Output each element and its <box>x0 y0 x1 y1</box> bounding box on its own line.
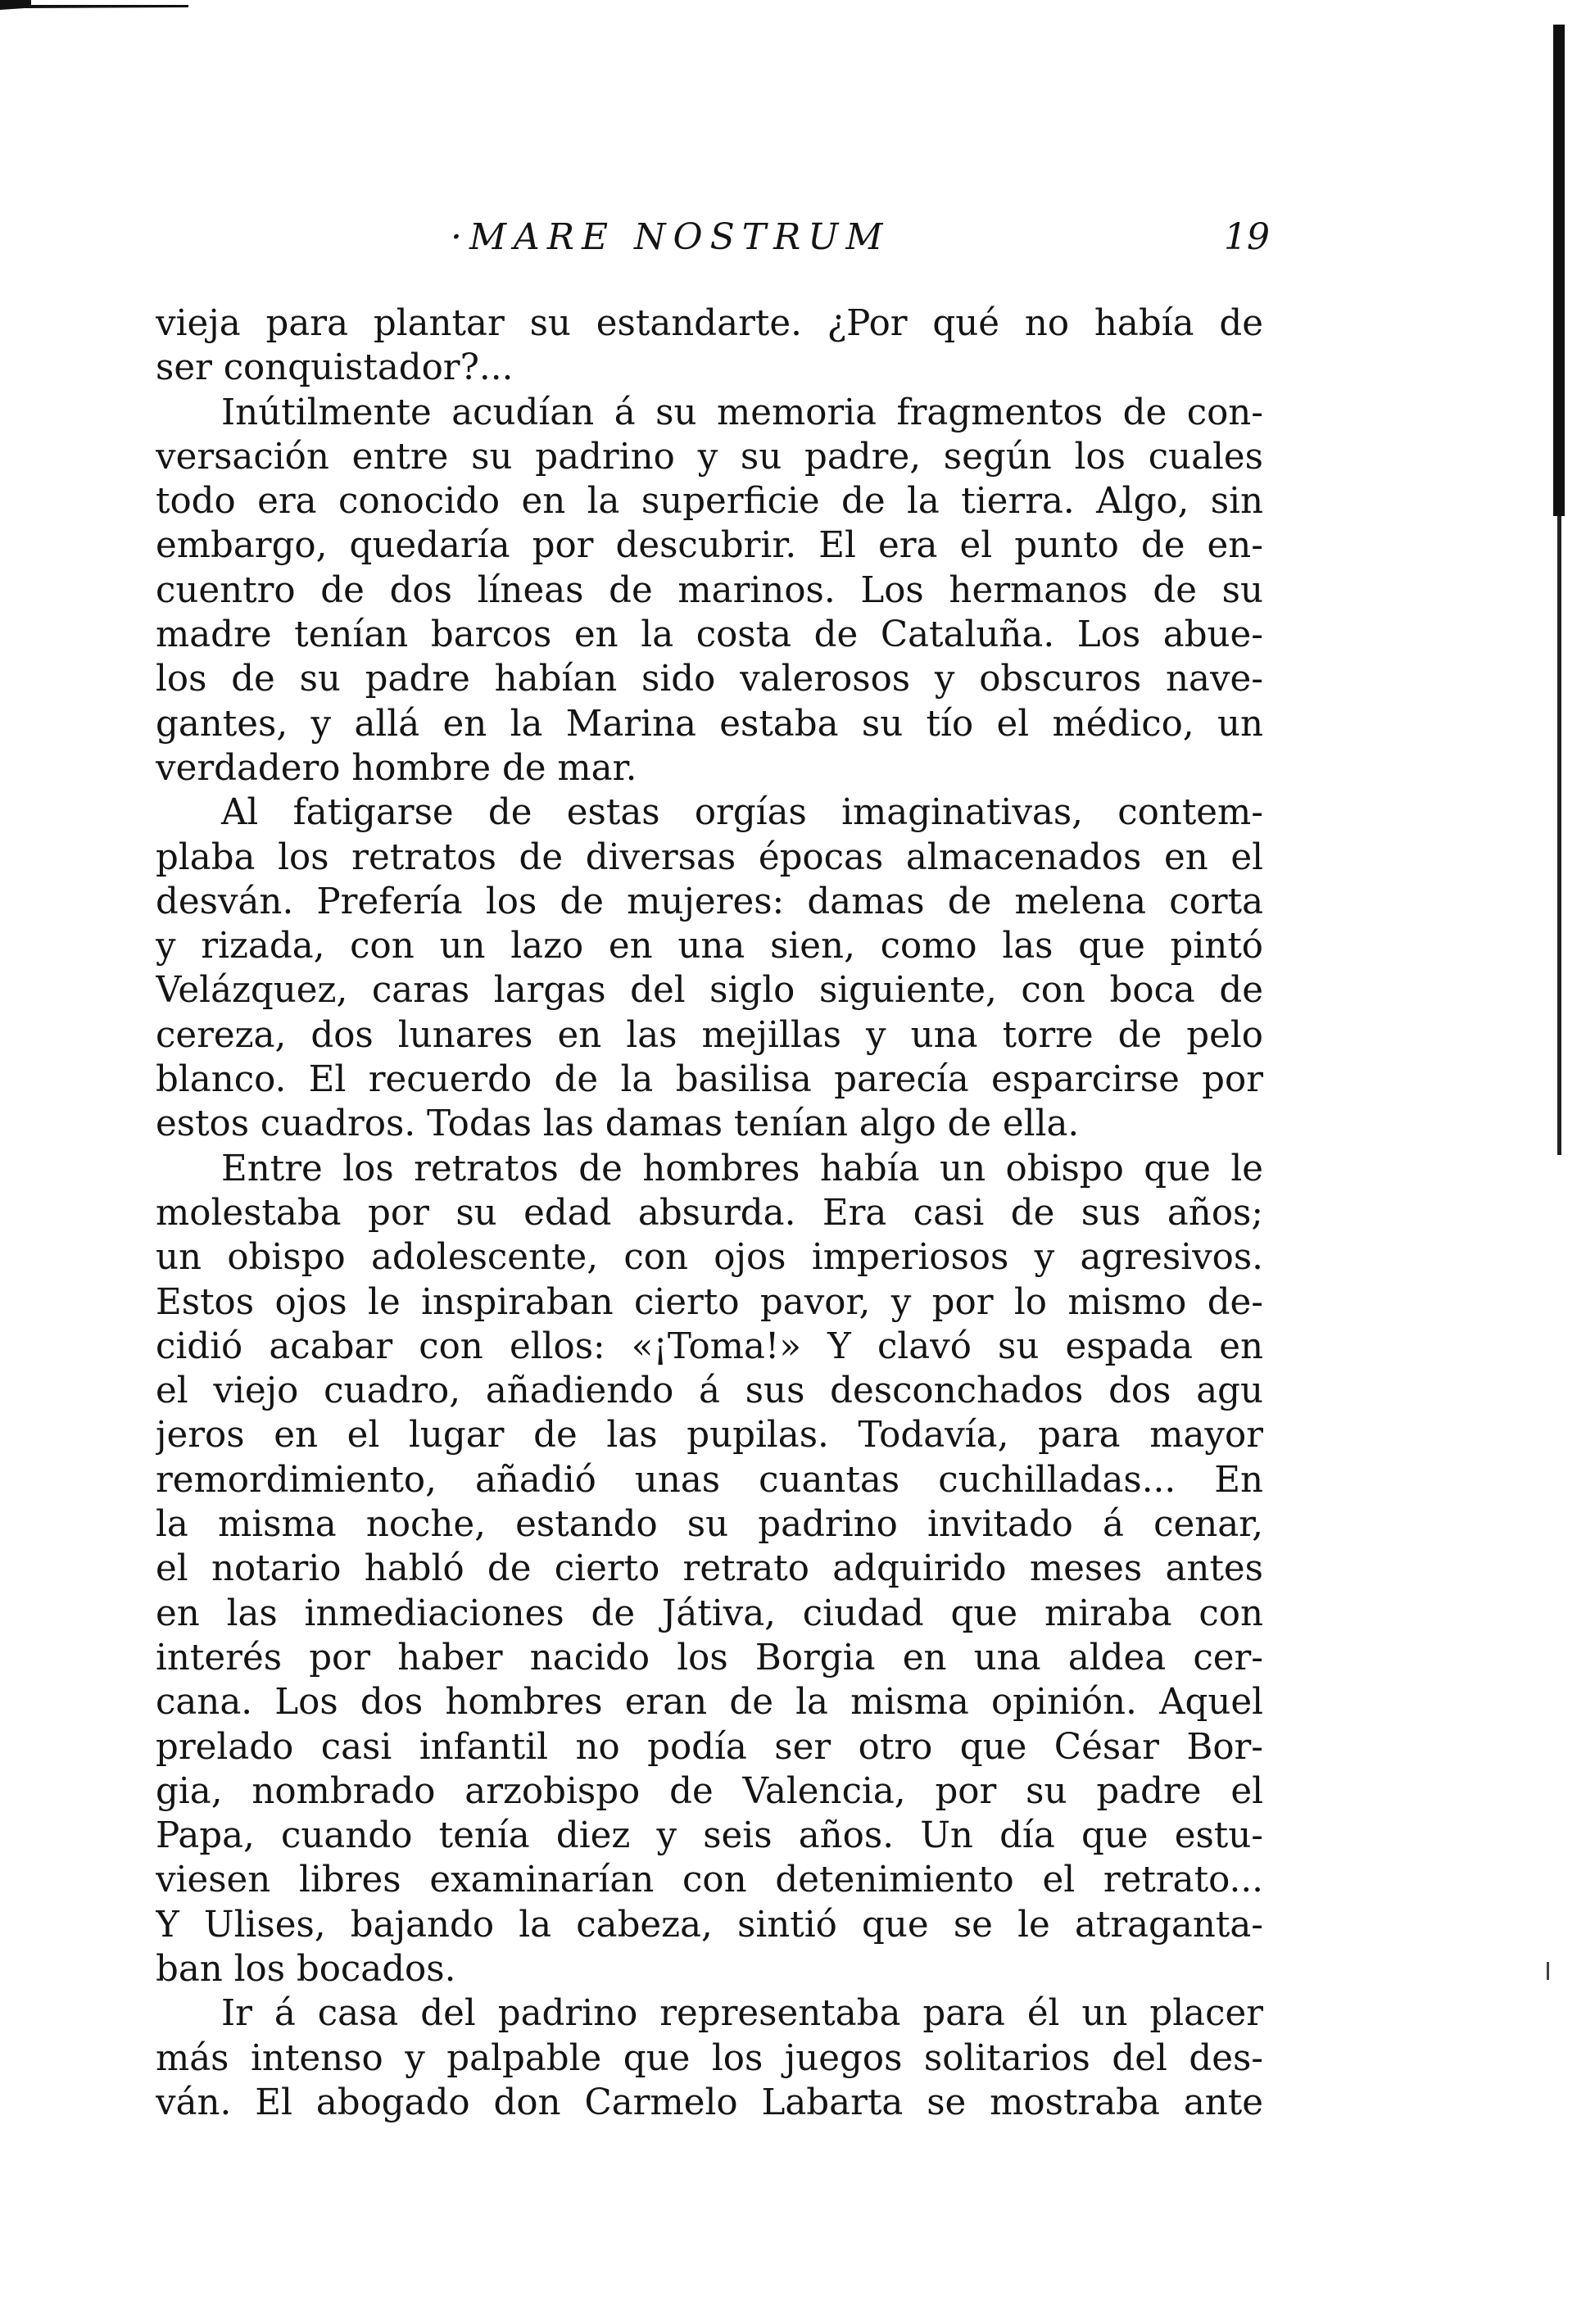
text-line: desván. Prefería los de mujeres: damas de melena corta <box>156 881 1263 922</box>
text-line: vieja para plantar su estandarte. ¿Por qué no había de <box>156 303 1263 344</box>
text-line: el notario habló de cierto retrato adquirido meses antes <box>156 1548 1263 1590</box>
text-line: en las inmediaciones de Játiva, ciudad que miraba con <box>156 1592 1263 1634</box>
text-line: estos cuadros. Todas las damas tenían algo de ella. <box>156 1103 1080 1145</box>
text-line: versación entre su padrino y su padre, según los cuales <box>156 436 1263 478</box>
text-line: Entre los retratos de hombres había un obispo que le <box>221 1148 1263 1189</box>
text-line: cereza, dos lunares en las mejillas y una torre de pelo <box>156 1014 1263 1056</box>
text-line: cuentro de dos líneas de marinos. Los hermanos de su <box>156 569 1263 611</box>
text-line: embargo, quedaría por descubrir. El era el punto de en- <box>156 525 1263 567</box>
text-line: y rizada, con un lazo en una sien, como las que pintó <box>156 926 1263 967</box>
text-line: remordimiento, añadió unas cuantas cuchilladas... En <box>156 1459 1263 1501</box>
scan-artifact-right-bar <box>1553 25 1565 516</box>
text-line: más intenso y palpable que los juegos solitarios del des- <box>156 2037 1263 2079</box>
text-line: ban los bocados. <box>156 1948 456 1990</box>
text-line: Ir á casa del padrino representaba para él un placer <box>221 1993 1263 2035</box>
text-line: viesen libres examinarían con detenimiento el retrato... <box>156 1860 1263 1901</box>
text-line: ser conquistador?... <box>156 347 514 389</box>
text-line: todo era conocido en la superficie de la tierra. Algo, sin <box>156 481 1263 523</box>
text-line: blanco. El recuerdo de la basilisa parecía esparcirse por <box>156 1059 1263 1101</box>
text-line: gia, nombrado arzobispo de Valencia, por su padre el <box>156 1770 1263 1812</box>
scan-artifact-right-line <box>1557 516 1561 1155</box>
text-line: Y Ulises, bajando la cabeza, sintió que se le atraganta- <box>156 1904 1263 1946</box>
text-line: Estos ojos le inspiraban cierto pavor, y por lo mismo de- <box>156 1281 1263 1323</box>
text-line: molestaba por su edad absurda. Era casi de sus años; <box>156 1192 1263 1234</box>
text-line: cidió acabar con ellos: «¡Toma!» Y clavó su espada en <box>156 1325 1263 1367</box>
text-line: un obispo adolescente, con ojos imperiosos y agresivos. <box>156 1237 1263 1279</box>
text-line: Al fatigarse de estas orgías imaginativas, contem- <box>221 792 1263 834</box>
text-line: el viejo cuadro, añadiendo á sus desconchados dos agu <box>156 1370 1263 1412</box>
body-text <box>156 301 1263 2125</box>
text-line: madre tenían barcos en la costa de Cataluña. Los abue- <box>156 614 1263 656</box>
text-line: prelado casi infantil no podía ser otro que César Bor- <box>156 1726 1263 1768</box>
text-line: los de su padre habían sido valerosos y obscuros nave- <box>156 659 1263 700</box>
text-line: la misma noche, estando su padrino invitado á cenar, <box>156 1504 1263 1546</box>
text-line: interés por haber nacido los Borgia en una aldea cer- <box>156 1637 1263 1678</box>
text-line: Velázquez, caras largas del siglo siguiente, con boca de <box>156 970 1263 1012</box>
text-line: jeros en el lugar de las pupilas. Todavía, para mayor <box>156 1415 1263 1456</box>
running-head <box>156 213 1270 262</box>
text-line: cana. Los dos hombres eran de la misma opinión. Aquel <box>156 1682 1263 1724</box>
text-line: Inútilmente acudían á su memoria fragmentos de con- <box>221 392 1263 433</box>
scan-artifact-top-mark <box>0 0 188 11</box>
scan-artifact-speck <box>1547 1962 1549 1980</box>
running-title: ·MARE NOSTRUM <box>451 216 890 258</box>
page-number: 19 <box>1224 216 1270 258</box>
text-line: gantes, y allá en la Marina estaba su tío el médico, un <box>156 703 1263 745</box>
text-line: Papa, cuando tenía diez y seis años. Un día que estu- <box>156 1815 1263 1857</box>
text-line: plaba los retratos de diversas épocas almacenados en el <box>156 836 1263 878</box>
text-line: ván. El abogado don Carmelo Labarta se mostraba ante <box>156 2082 1263 2123</box>
text-line: verdadero hombre de mar. <box>156 747 637 789</box>
